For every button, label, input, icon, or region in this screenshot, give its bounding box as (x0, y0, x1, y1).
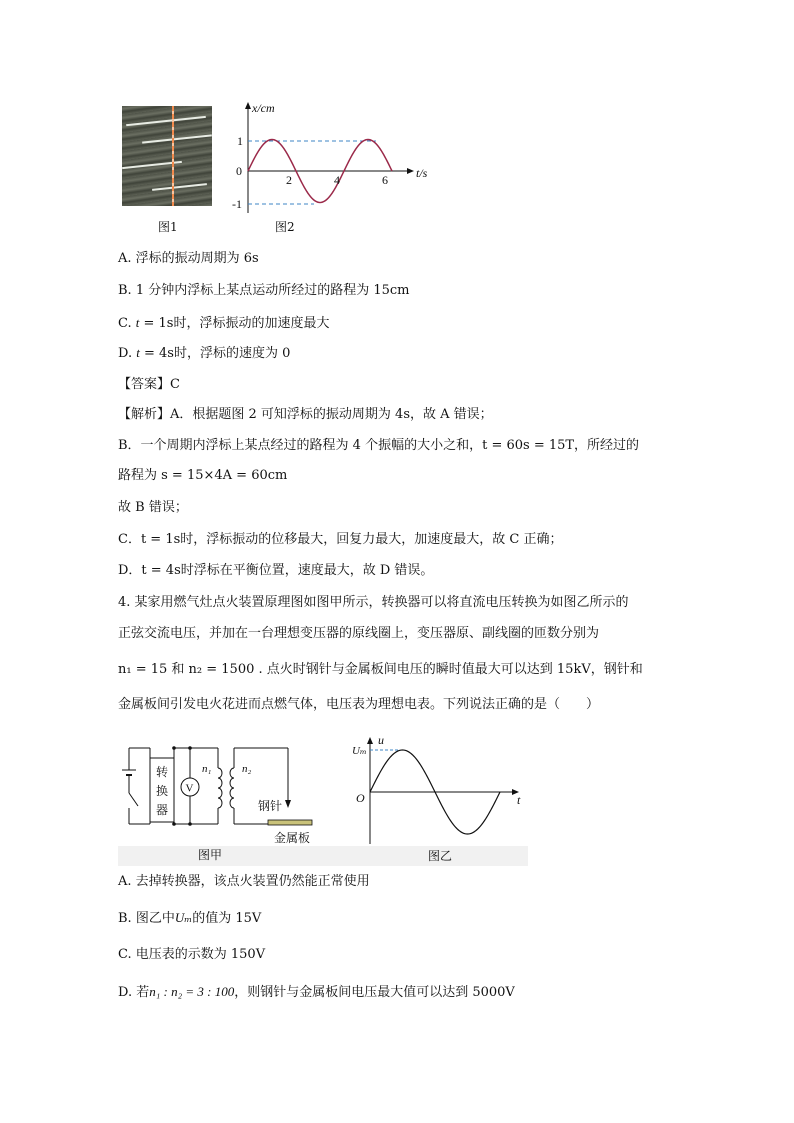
y-axis-arrow (245, 102, 251, 109)
q3-analysis-line: C．t = 1s时，浮标振动的位移最大，回复力最大，加速度最大，故 C 正确； (118, 532, 563, 547)
converter-label: 转 (156, 765, 169, 779)
converter-label: 器 (156, 803, 169, 817)
y-tick-label: 0 (236, 164, 242, 178)
q3-answer: 【答案】C (118, 377, 180, 392)
option-letter: D. (118, 346, 137, 361)
y-tick-label: -1 (232, 197, 242, 211)
option-text: = 1s时，浮标振动的加速度最大 (139, 316, 330, 331)
junction (188, 746, 192, 750)
q4-stem-line: n₁ = 15 和 n₂ = 1500 . 点火时钢针与金属板间电压的瞬时值最大可以达到 15kV，钢针和 (118, 662, 643, 677)
junction (172, 822, 176, 826)
time-variable: t (135, 315, 140, 330)
plate-label: 金属板 (274, 831, 311, 845)
needle-label: 钢针 (258, 799, 283, 813)
option-text: ，则钢针与金属板间电压最大值可以达到 5000V (234, 985, 515, 1000)
secondary-turns-label: n₂ (242, 763, 252, 775)
y-axis-label: x/cm (252, 101, 275, 115)
q4-option-a: A. 去掉转换器，该点火装置仍然能正常使用 (118, 874, 370, 889)
q3-analysis-line: 故 B 错误； (118, 500, 188, 515)
u-axis-arrow (367, 737, 373, 744)
q3-analysis-line: B．一个周期内浮标上某点经过的路程为 4 个振幅的大小之和，t = 60s = 15T，所经过的 (118, 438, 640, 453)
junction (172, 746, 176, 750)
converter-label: 换 (156, 784, 169, 798)
primary-coil (218, 768, 222, 808)
fig2-caption: 图2 (275, 220, 295, 234)
u-axis-label: u (378, 733, 384, 747)
metal-plate (268, 820, 312, 825)
q4-stem-line: 正弦交流电压，并加在一台理想变压器的原线圈上，变压器原、副线圈的匝数分别为 (118, 626, 600, 641)
fig1-caption: 图1 (158, 220, 178, 234)
q4-stem-line: 4. 某家用燃气灶点火装置原理图如图甲所示，转换器可以将直流电压转换为如图乙所示的 (118, 595, 629, 610)
option-text: 的值为 15V (192, 911, 262, 926)
q4-option-c: C. 电压表的示数为 150V (118, 947, 266, 962)
light-streak (126, 116, 206, 126)
secondary-coil (230, 768, 234, 808)
peak-label: Uₘ (352, 745, 367, 757)
origin-label: O (356, 791, 365, 805)
option-text: = 4s时，浮标的速度为 0 (139, 346, 291, 361)
q3-analysis-line: 路程为 s = 15×4A = 60cm (118, 468, 288, 483)
option-text: D. 若 (118, 985, 150, 1000)
option-letter: C. (118, 316, 136, 331)
q3-option-d (118, 344, 290, 363)
q4-option-b (118, 909, 261, 928)
junction (188, 822, 192, 826)
q4-option-d (118, 983, 515, 1002)
x-tick-label: 4 (334, 173, 340, 187)
voltmeter-label: V (185, 782, 194, 795)
t-axis-label: t (517, 793, 521, 807)
ignition-circuit-diagram (118, 738, 368, 866)
x-tick-label: 2 (286, 173, 292, 187)
light-streak (142, 134, 212, 143)
primary-turns-label: n₁ (202, 763, 212, 775)
fig2-xt-graph (228, 98, 428, 218)
q3-option-b: B. 1 分钟内浮标上某点运动所经过的路程为 15cm (118, 283, 410, 298)
fig-jia-caption: 图甲 (198, 848, 223, 862)
option-text: B. 图乙中 (118, 911, 175, 926)
fig-yi-caption: 图乙 (428, 849, 453, 863)
q3-option-c (118, 314, 329, 333)
q4-stem-line: 金属板间引发电火花进而点燃气体，电压表为理想电表。下列说法正确的是（ ） (118, 697, 600, 712)
float-photo (122, 106, 212, 206)
caption-band (118, 846, 368, 866)
needle-tip (285, 800, 291, 808)
turns-ratio: n₁ : n₂ = 3 : 100 (149, 984, 235, 999)
peak-voltage-symbol: Uₘ (174, 910, 193, 925)
x-tick-label: 6 (382, 173, 388, 187)
y-tick-label: 1 (237, 134, 243, 148)
q3-analysis-line: 【解析】A．根据题图 2 可知浮标的振动周期为 4s，故 A 错误； (118, 407, 493, 422)
switch-blade (129, 793, 138, 806)
x-axis-label: t/s (416, 166, 428, 180)
q3-option-a: A. 浮标的振动周期为 6s (118, 251, 259, 266)
float-marker (172, 106, 174, 206)
light-streak (152, 183, 207, 191)
voltage-time-graph (352, 733, 528, 866)
q3-analysis-line: D．t = 4s时浮标在平衡位置，速度最大，故 D 错误。 (118, 563, 434, 578)
time-variable: t (136, 345, 140, 360)
x-axis-arrow (407, 168, 414, 174)
